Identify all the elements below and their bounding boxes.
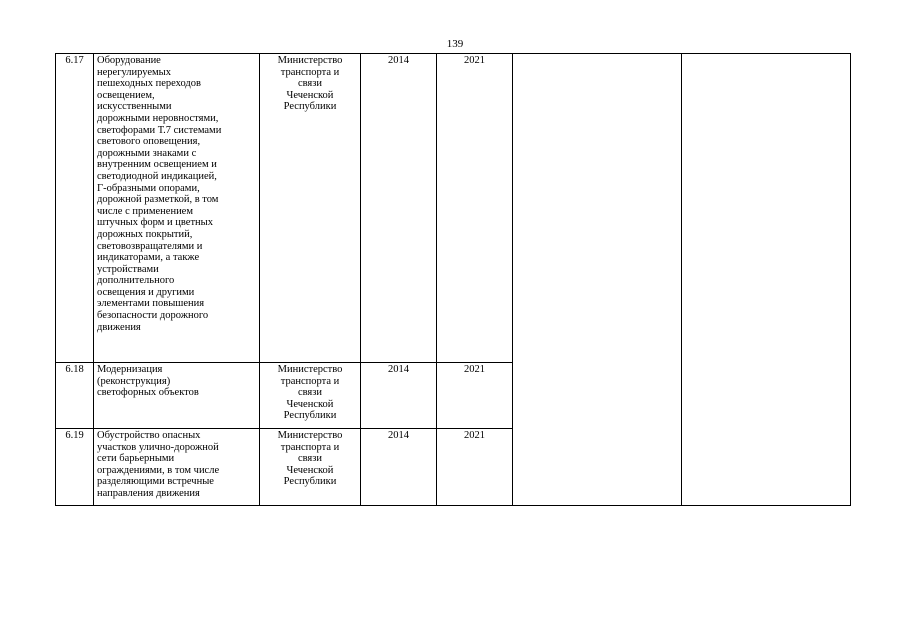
table-row	[56, 54, 851, 363]
empty-cell-a	[513, 54, 682, 506]
row-number: 6.17	[56, 54, 94, 363]
year-end: 2021	[437, 54, 513, 363]
executor: Министерство транспорта и связи Чеченской Республики	[260, 54, 361, 363]
executor: Министерство транспорта и связи Чеченской Республики	[260, 429, 361, 506]
measure-name: Обустройство опасных участков улично-дорожной сети барьерными ограждениями, в том числе разделяющими встречные направления движения	[94, 429, 260, 506]
row-number: 6.18	[56, 363, 94, 429]
measures-table	[55, 53, 851, 506]
year-start: 2014	[361, 363, 437, 429]
measure-name: Оборудование нерегулируемых пешеходных переходов освещением, искусственными дорожными неровностями, светофорами Т.7 системами светового оповещения, дорожными знаками с внутренним освещением и светодиодной индикацией, Г-образными опорами, дорожной разметкой, в том числе с применением штучных форм и цветных дорожных покрытий, световозвращателями и индикаторами, а также устройствами дополнительного освещения и другими элементами повышения безопасности дорожного движения	[94, 54, 260, 363]
measure-name: Модернизация (реконструкция) светофорных объектов	[94, 363, 260, 429]
row-number: 6.19	[56, 429, 94, 506]
page-number: 139	[446, 38, 464, 50]
year-start: 2014	[361, 54, 437, 363]
executor: Министерство транспорта и связи Чеченской Республики	[260, 363, 361, 429]
year-start: 2014	[361, 429, 437, 506]
year-end: 2021	[437, 363, 513, 429]
year-end: 2021	[437, 429, 513, 506]
empty-cell-b	[682, 54, 851, 506]
